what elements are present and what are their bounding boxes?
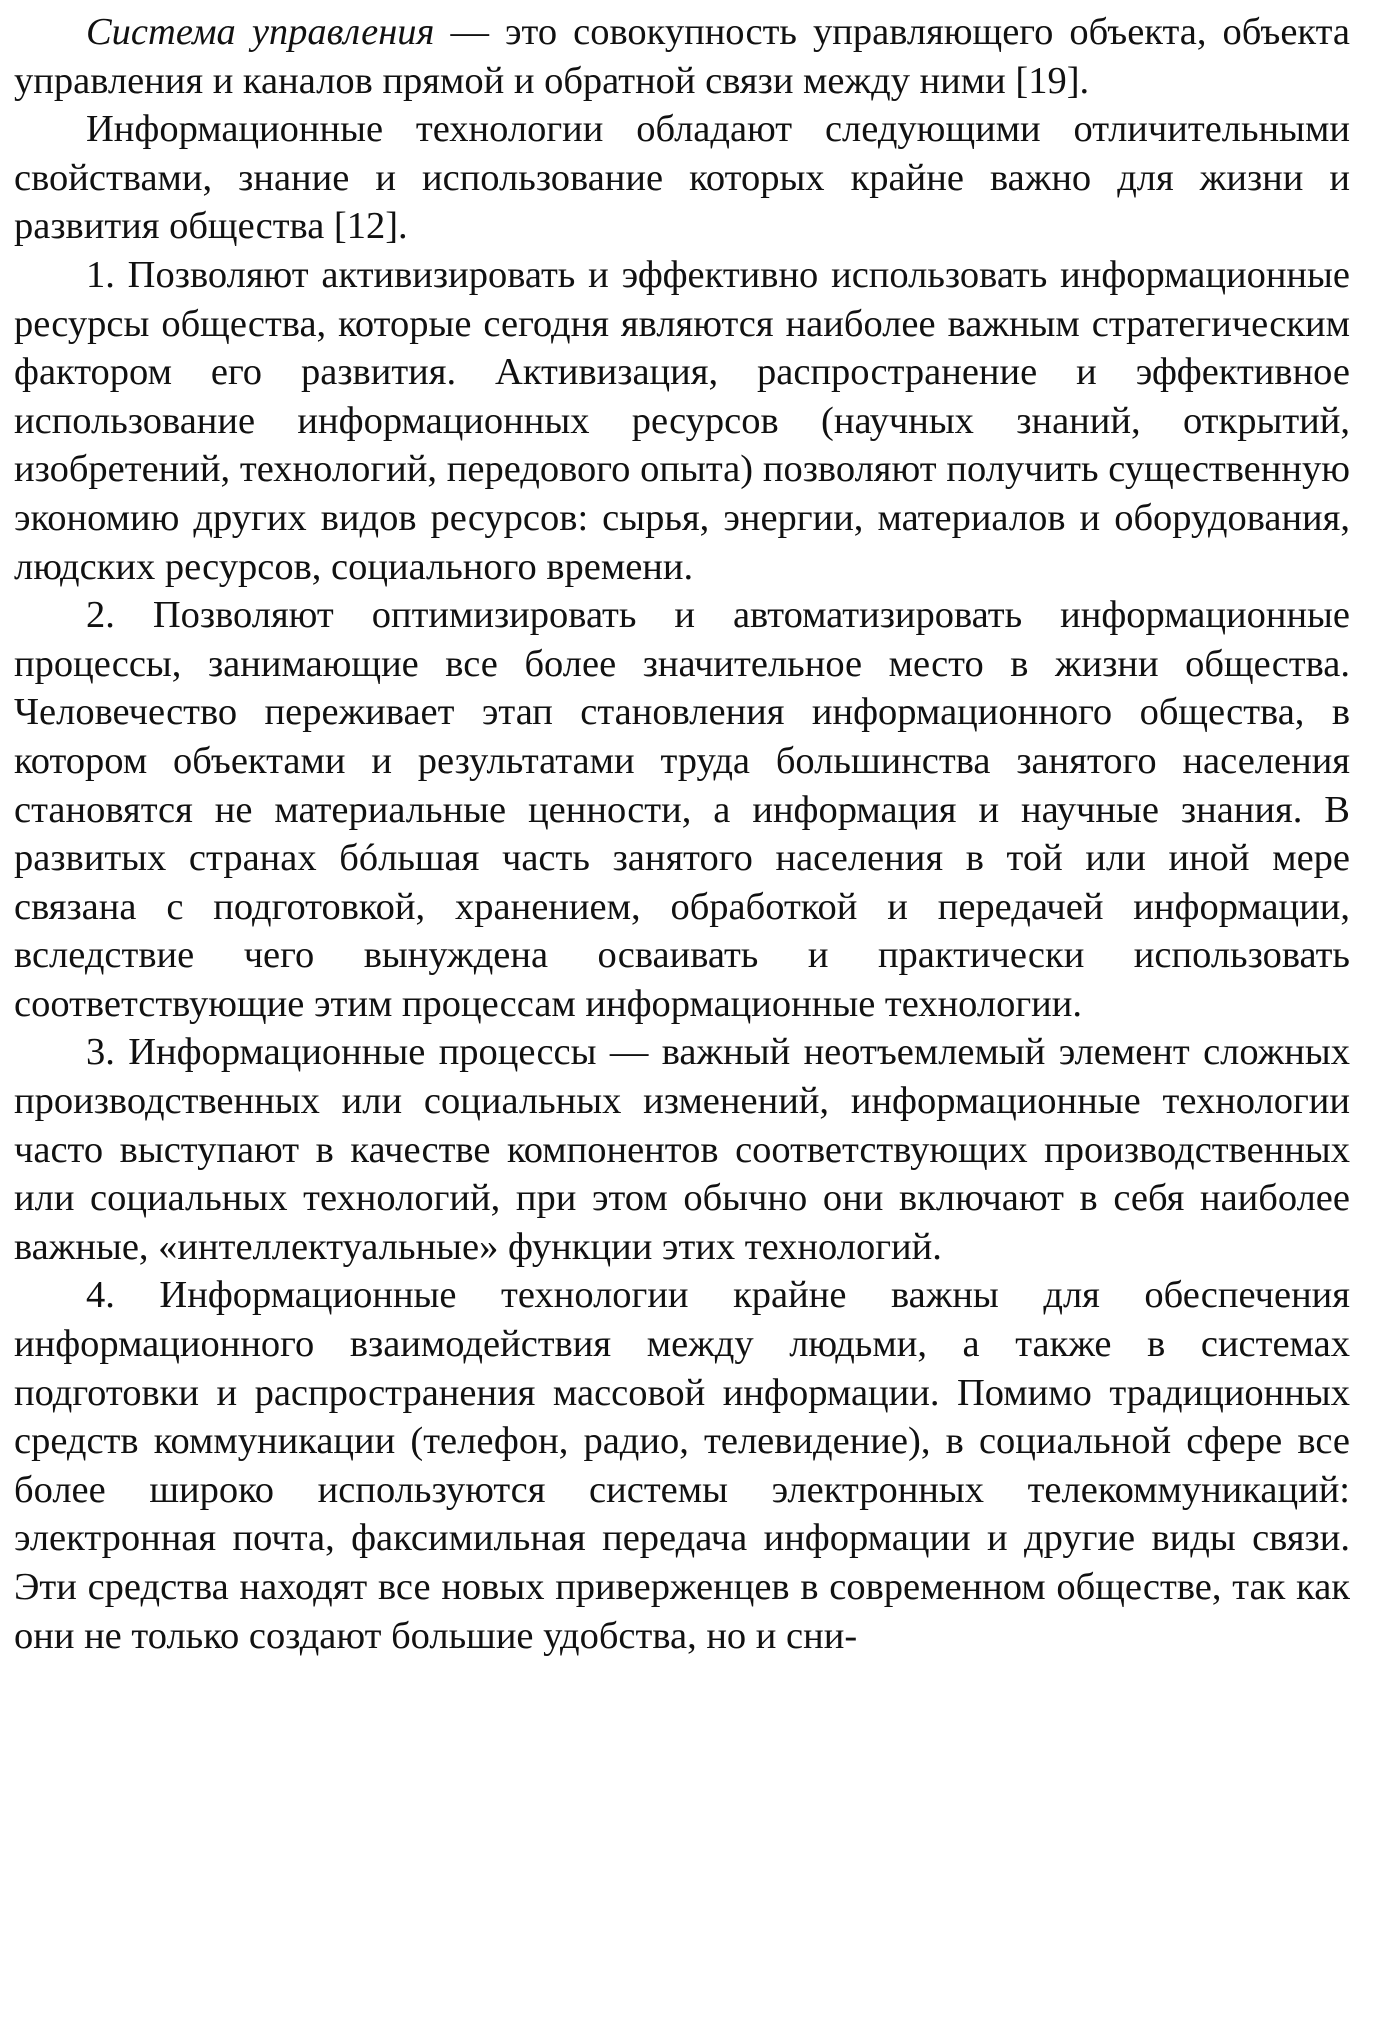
document-page (14, 8, 1350, 1660)
paragraph-property-4: 4. Информационные технологии крайне важны для обеспечения информационного взаимодействия между людьми, а также в системах подготовки и распространения массовой информации. Помимо традиционных средств коммуникации (телефон, радио, телевидение), в социальной сфере все более широко используются системы электронных телекоммуникаций: электронная почта, факсимильная передача информации и другие виды связи. Эти средства находят все новых приверженцев в современном обществе, так как они не только создают большие удобства, но и сни- (14, 1274, 1350, 1657)
term-control-system: Система управления (86, 11, 435, 53)
paragraph-property-3: 3. Информационные процессы — важный неотъемлемый элемент сложных производственных или социальных изменений, информационные технологии часто выступают в качестве компонентов соответствующих производственных или социальных технологий, при этом обычно они включают в себя наиболее важные, «интеллектуальные» функции этих технологий. (14, 1031, 1350, 1268)
paragraph-property-2: 2. Позволяют оптимизировать и автоматизировать информационные процессы, занимающие все более значительное место в жизни общества. Человечество переживает этап становления информационного общества, в котором объектами и результатами труда большинства занятого населения становятся не материальные ценности, а информация и научные знания. В развитых странах бóльшая часть занятого населения в той или иной мере связана с подготовкой, хранением, обработкой и передачей информации, вследствие чего вынуждена осваивать и практически использовать соответствующие этим процессам информационные технологии. (14, 594, 1350, 1025)
paragraph-property-1: 1. Позволяют активизировать и эффективно использовать информационные ресурсы общества, которые сегодня являются наиболее важным стратегическим фактором его развития. Активизация, распространение и эффективное использование информационных ресурсов (научных знаний, открытий, изобретений, технологий, передового опыта) позволяют получить существенную экономию других видов ресурсов: сырья, энергии, материалов и оборудования, людских ресурсов, социального времени. (14, 253, 1350, 588)
paragraph-it-properties-intro: Информационные технологии обладают следующими отличительными свойствами, знание и использование которых крайне важно для жизни и развития общества [12]. (14, 108, 1350, 248)
definition-text: — это совокупность управляющего объекта, объекта управления и каналов прямой и обратной связи между ними [19]. (14, 11, 1350, 102)
paragraph-control-system-definition (14, 8, 1350, 105)
